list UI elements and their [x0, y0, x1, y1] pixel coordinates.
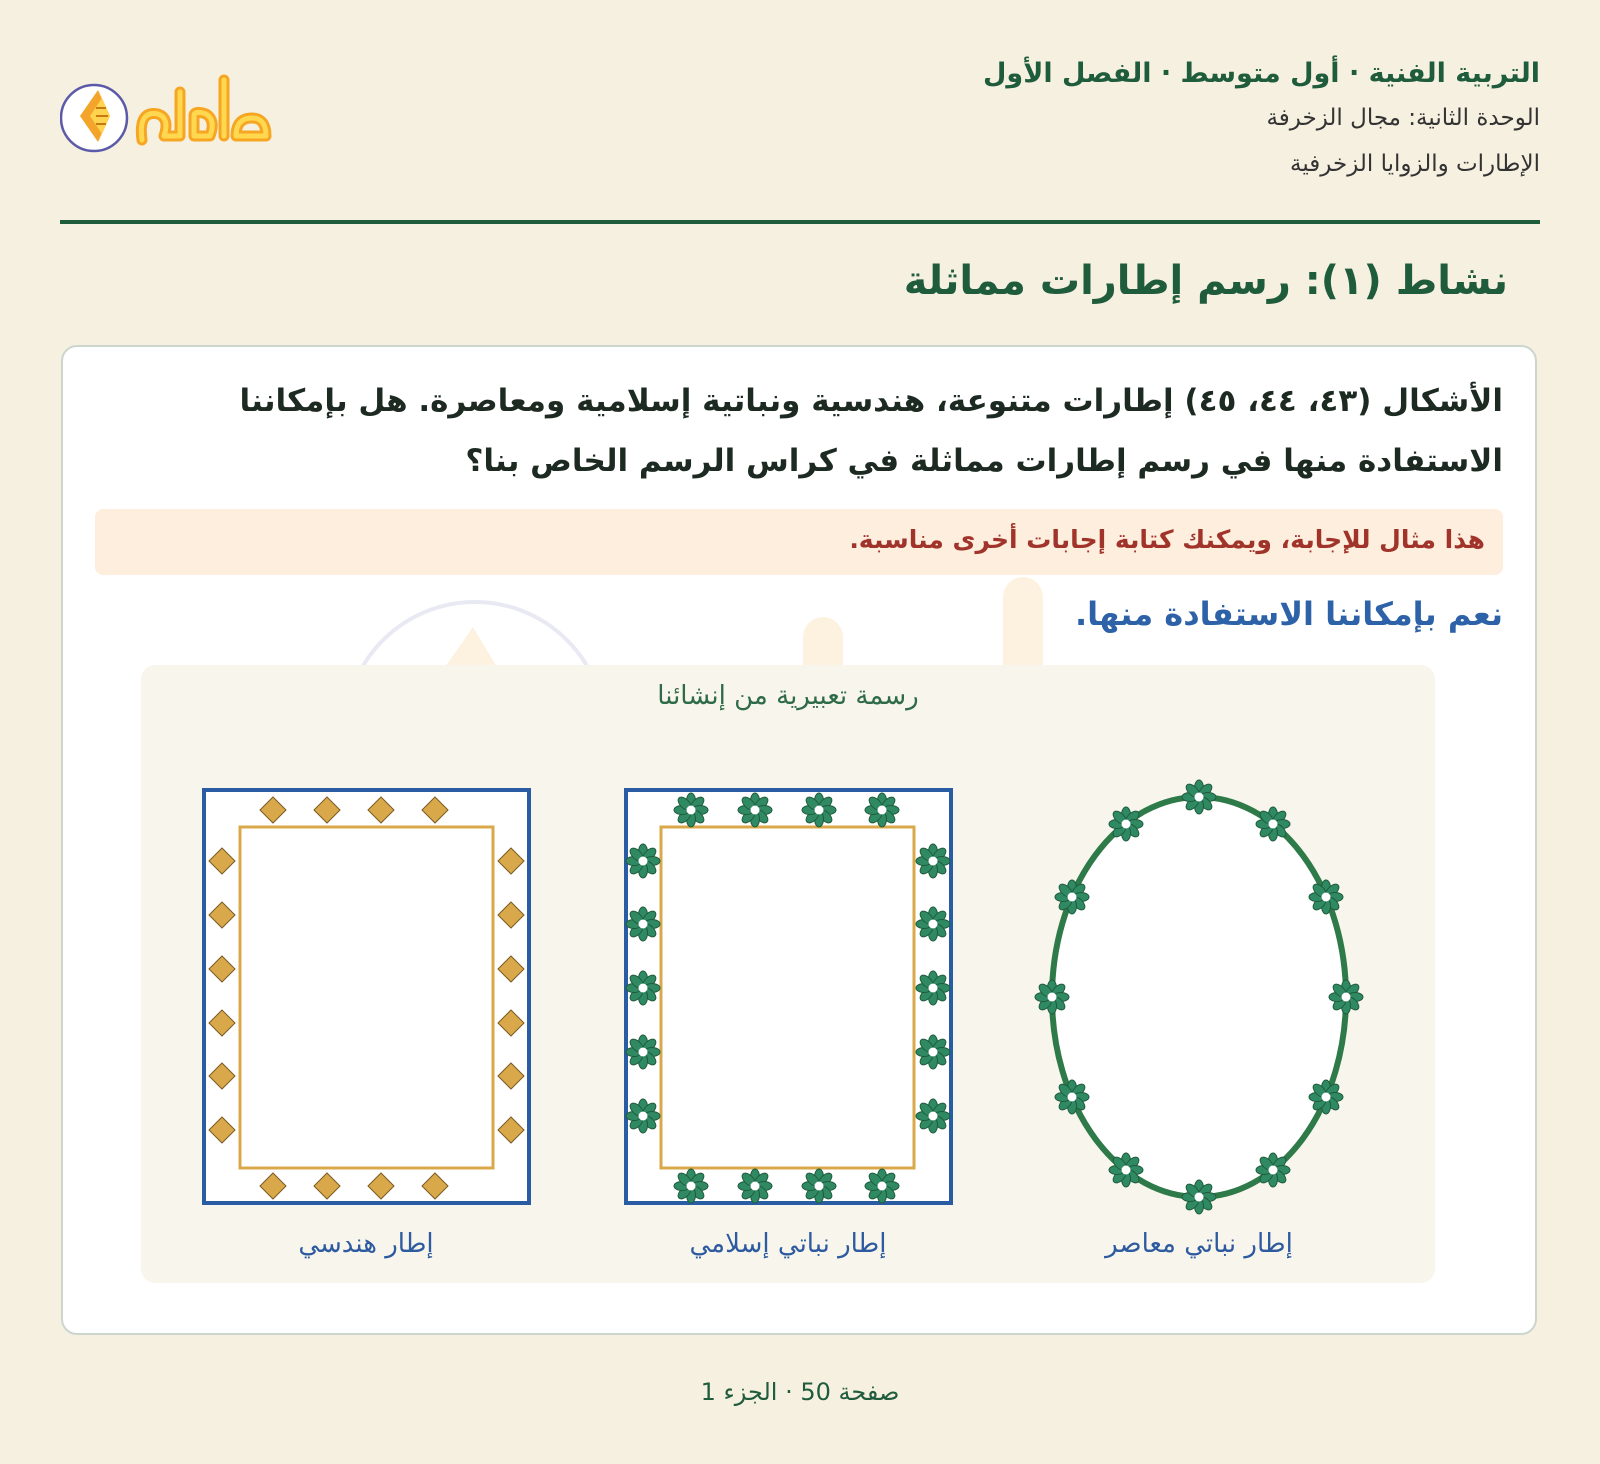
frame-label-geometric: إطار هندسي [298, 1229, 434, 1259]
frame-label-islamic: إطار نباتي إسلامي [689, 1229, 887, 1259]
activity-title: نشاط (١): رسم إطارات مماثلة [903, 258, 1508, 304]
drawing-caption: رسمة تعبيرية من إنشائنا [657, 681, 919, 711]
note-text: هذا مثال للإجابة، ويمكنك كتابة إجابات أخرى مناسبة. [849, 525, 1485, 554]
header-unit: الوحدة الثانية: مجال الزخرفة [1266, 105, 1540, 131]
islamic-floral-frame [626, 790, 951, 1203]
header-text [983, 54, 1540, 186]
frame-label-contemporary: إطار نباتي معاصر [1105, 1229, 1293, 1259]
contemporary-floral-frame [1035, 780, 1363, 1214]
answer-note [95, 509, 1503, 575]
question-text: الأشكال (٤٣، ٤٤، ٤٥) إطارات متنوعة، هندسية ونباتية إسلامية ومعاصرة. هل بإمكاننا الاستفادة منها في رسم إطارات مماثلة في كراس الرسم الخاص بنا؟ [239, 383, 1503, 479]
page-footer: صفحة 50 · الجزء 1 [700, 1378, 900, 1406]
page-header [60, 40, 1540, 224]
drawing-panel [141, 665, 1435, 1283]
header-title: التربية الفنية · أول متوسط · الفصل الأول [983, 58, 1540, 89]
activity-card [61, 345, 1537, 1335]
answer-text: نعم بإمكاننا الاستفادة منها. [1074, 595, 1503, 633]
geometric-frame [204, 790, 529, 1203]
header-lesson: الإطارات والزوايا الزخرفية [1290, 151, 1540, 177]
frames-drawing [141, 665, 1435, 1283]
logo [60, 70, 290, 170]
